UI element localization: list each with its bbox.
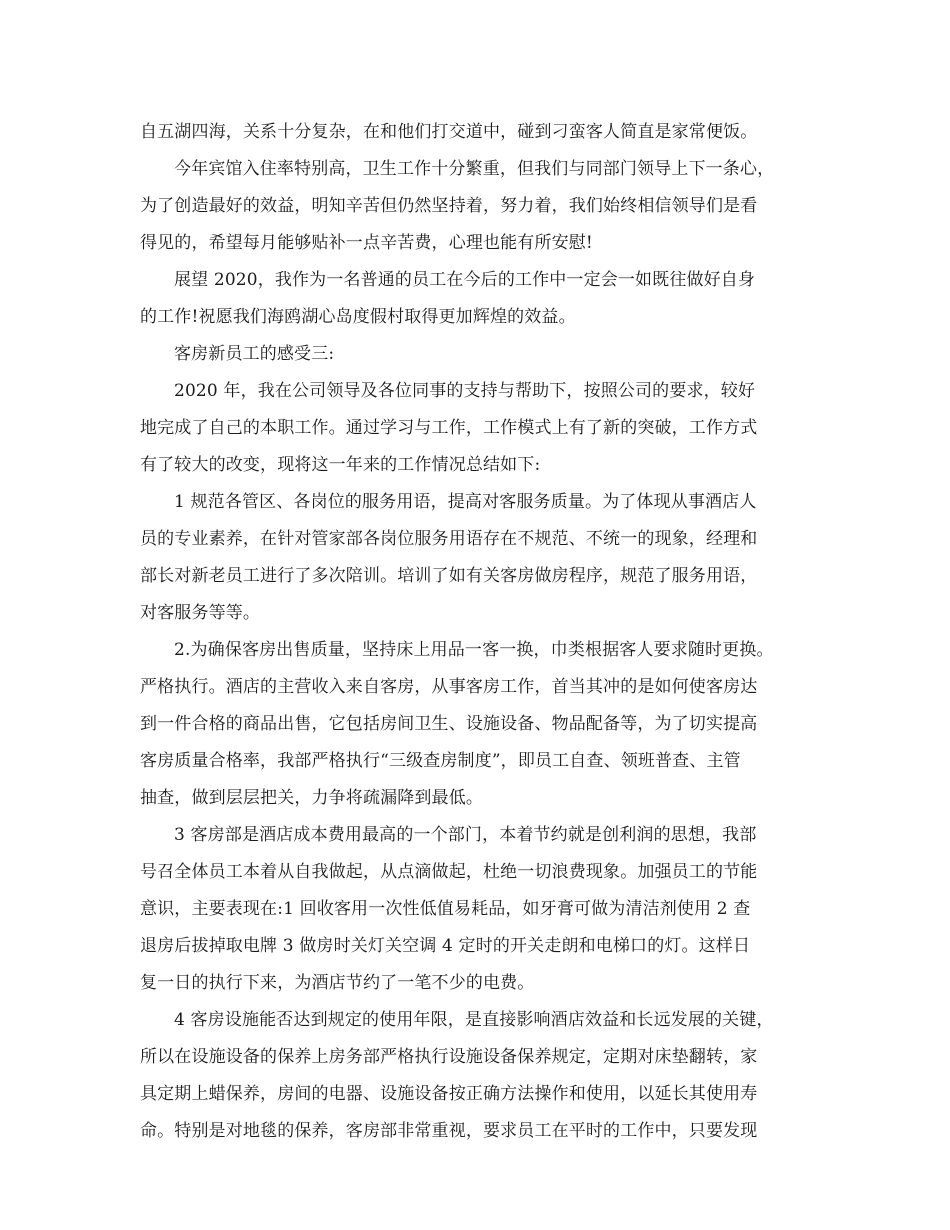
- section-heading: 客房新员工的感受三:: [174, 344, 335, 364]
- text-line: 1 规范各管区、各岗位的服务用语，提高对客服务质量。为了体现从事酒店人: [174, 492, 757, 512]
- text-line: 具定期上蜡保养，房间的电器、设施设备按正确方法操作和使用，以延长其使用寿: [140, 1084, 758, 1104]
- text-line: 严格执行。酒店的主营收入来自客房，从事客房工作，首当其冲的是如何使客房达: [140, 677, 758, 697]
- text-line: 展望 2020，我作为一名普通的员工在今后的工作中一定会一如既往做好自身: [174, 270, 756, 290]
- text-line: 2.为确保客房出售质量，坚持床上用品一客一换，巾类根据客人要求随时更换。: [174, 640, 774, 660]
- text-line: 为了创造最好的效益，明知辛苦但仍然坚持着，努力着，我们始终相信领导们是看: [140, 196, 758, 216]
- text-line: 复一日的执行下来，为酒店节约了一笔不少的电费。: [140, 973, 535, 993]
- text-line: 地完成了自己的本职工作。通过学习与工作，工作模式上有了新的突破，工作方式: [140, 418, 758, 438]
- text-line: 命。特别是对地毯的保养，客房部非常重视，要求员工在平时的工作中，只要发现: [140, 1121, 758, 1141]
- text-line: 自五湖四海，关系十分复杂，在和他们打交道中，碰到刁蛮客人简直是家常便饭。: [140, 122, 758, 142]
- text-line: 退房后拔掉取电牌 3 做房时关灯关空调 4 定时的开关走朗和电梯口的灯。这样日: [140, 936, 751, 956]
- document-body: [140, 114, 820, 1150]
- text-line: 号召全体员工本着从自我做起，从点滴做起，杜绝一切浪费现象。加强员工的节能: [140, 862, 758, 882]
- text-line: 所以在设施设备的保养上房务部严格执行设施设备保养规定，定期对床垫翻转，家: [140, 1047, 758, 1067]
- text-line: 对客服务等等。: [140, 603, 261, 623]
- text-line: 意识，主要表现在:1 回收客用一次性低值易耗品，如牙膏可做为清洁剂使用 2 查: [140, 899, 751, 919]
- text-line: 4 客房设施能否达到规定的使用年限，是直接影响酒店效益和长远发展的关键，: [174, 1010, 774, 1030]
- text-line: 员的专业素养，在针对管家部各岗位服务用语存在不规范、不统一的现象，经理和: [140, 529, 758, 549]
- text-line: 的工作!祝愿我们海鸥湖心岛度假村取得更加辉煌的效益。: [140, 307, 576, 327]
- text-line: 3 客房部是酒店成本费用最高的一个部门，本着节约就是创利润的思想，我部: [174, 825, 757, 845]
- text-line: 到一件合格的商品出售，它包括房间卫生、设施设备、物品配备等，为了切实提高: [140, 714, 758, 734]
- text-line: 2020 年，我在公司领导及各位同事的支持与帮助下，按照公司的要求，较好: [174, 381, 756, 401]
- text-line: 得见的，希望每月能够贴补一点辛苦费，心理也能有所安慰!: [140, 233, 593, 253]
- text-line: 客房质量合格率，我部严格执行“三级查房制度”，即员工自查、领班普查、主管: [140, 751, 741, 771]
- text-line: 部长对新老员工进行了多次陪训。培训了如有关客房做房程序，规范了服务用语，: [140, 566, 758, 586]
- text-line: 今年宾馆入住率特别高，卫生工作十分繁重，但我们与同部门领导上下一条心，: [174, 159, 775, 179]
- text-line: 有了较大的改变，现将这一年来的工作情况总结如下:: [140, 455, 541, 475]
- text-line: 抽查，做到层层把关，力争将疏漏降到最低。: [140, 788, 483, 808]
